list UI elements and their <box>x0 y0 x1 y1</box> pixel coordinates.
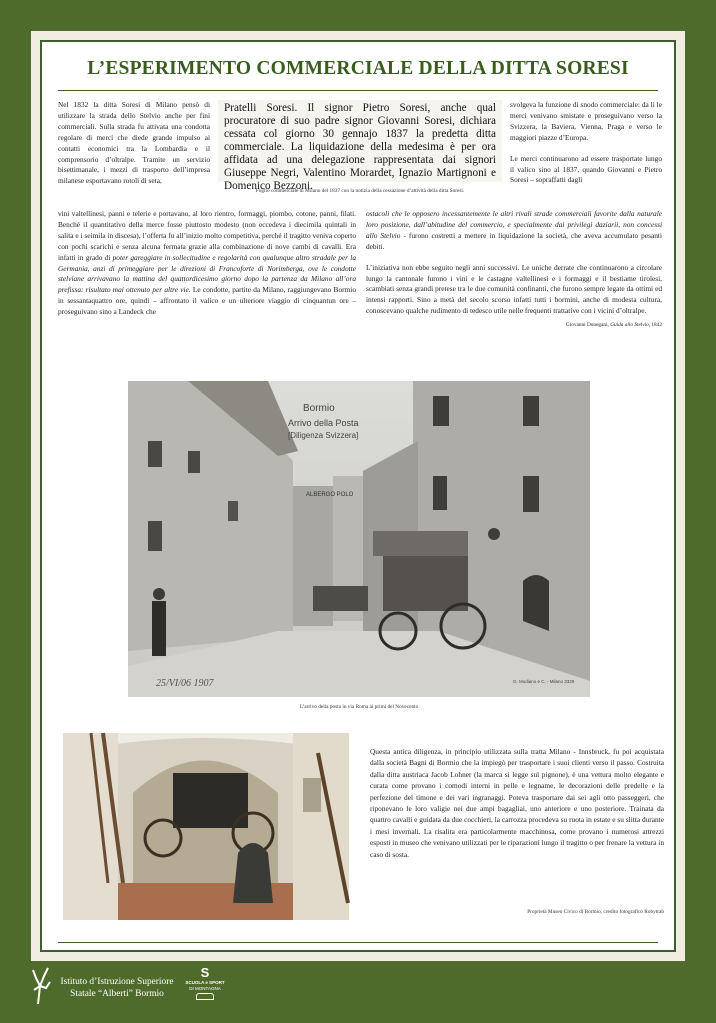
citation-author: Giovanni Donegani, <box>565 322 609 329</box>
postcard-caption: L’arrivo della posta in via Roma ai primi del Novecento <box>299 704 419 710</box>
postcard-line2: [Diligenza Svizzera] <box>288 431 359 440</box>
mountain-icon <box>196 993 214 1000</box>
intro-paragraph: Nel 1832 la ditta Soresi di Milano pensò di utilizzare la strada dello Stelvio anche per fini commerciali. Sulla strada fu attivata una condotta regolare di merci che diede grande impulso ai contatti economici tra la Lombardia e il comprensorio d’oltralpe. Tramite un servizio bisettimanale, i mezzi di trasporto dell’impresa milanese esportavano rotoli di seta, <box>58 100 210 186</box>
logo-text-bottom: DI MONTAGNA <box>189 985 221 991</box>
museum-illustration <box>63 733 349 920</box>
col3-quote-tail: - furono costretti a mettere in liquidazione la società, che aveva accumulato pesanti debiti. <box>366 230 662 251</box>
postcard-illustration <box>128 381 590 697</box>
logo-word-sport: SPORT <box>209 980 225 985</box>
ibex-logo-icon <box>30 966 52 1006</box>
poster <box>31 31 685 961</box>
intro-text-wide <box>58 209 356 318</box>
clipping-caption: Foglio commerciale di Milano del 1837 con la notizia della cessazione d’attività della ditta Soresi. <box>255 188 465 194</box>
poster-panel <box>40 40 676 952</box>
intro-wide-quote: poter gareggiare in sollecitudine e regolarità con qualunque altro stradale per la Germania, anzi di primeggiare per le direzioni di Francoforte di Norimberga, ove le condotte stelviane arrivavano la mattina del quattordicesimo giorno dopo la partenza da Milano all’ora prefissa: risultato mai ottenuto per altre vie. <box>58 252 356 295</box>
logo-word-scuola: SCUOLA <box>185 980 205 985</box>
school-name <box>57 976 177 1000</box>
museum-photo <box>63 733 349 920</box>
bottom-divider <box>58 942 658 943</box>
intro-text-col1 <box>58 100 210 187</box>
school-name-line2: Statale “Alberti” Bormio <box>70 989 164 999</box>
col3-paragraph-1: svolgeva la funzione di snodo commerciale: da lì le merci venivano smistate e proseguivano verso la Svizzera, la Baviera, Vienna, Praga e verso le maggiori piazze d’Europa. <box>510 100 662 142</box>
postcard-photo <box>128 381 590 697</box>
citation <box>366 320 662 331</box>
page-title: L’ESPERIMENTO COMMERCIALE DELLA DITTA SORESI <box>87 58 629 79</box>
logo-mark-icon: S <box>200 965 210 980</box>
col3-quote: ostacoli che le opposero incessantemente le altri rivali strade commerciali favorite dalla naturale loro posizione, dall’abitudine del commercio, e specialmente dai privilegi daziarii, non concessi allo Stelvio <box>366 209 662 240</box>
intro-wide-b: Le condotte, partite da Milano, raggiungevano Bormio in sessantaquattro ore, quindi – affrontato il valico e un ulteriore viaggio di cinquantun ore – proseguivano sino a Landeck che <box>58 285 356 317</box>
title-divider <box>58 90 658 91</box>
postcard-sign: ALBERGO POLO <box>306 492 354 498</box>
text-col3-top <box>510 100 662 186</box>
postcard-publisher: G. Modiano e C. - Milano 3329 <box>513 679 575 684</box>
school-name-line1: Istituto d’Istruzione Superiore <box>60 977 174 987</box>
postcard-line1: Arrivo della Posta <box>288 418 359 428</box>
citation-work: Guida allo Stelvio, <box>610 322 651 329</box>
scuola-sport-logo <box>183 966 227 1000</box>
citation-year: 1842 <box>651 322 662 329</box>
col3-paragraph-3: L’iniziativa non ebbe seguito negli anni successivi. Le uniche derrate che continuarono a circolare lungo la cantonale furono i vini e le castagne valtellinesi e i formaggi e il bestiame tirolesi, scambiati senza grandi pretese tra le due comunità confinanti, che furono sempre legate da ottimi ed intensi rapporti. Sino a metà del secolo scorso infatti tutti i bormini, anche di modesta cultura, conoscevano qualche rudimento di tedesco utile nelle frequenti trattative con i vicini d’oltralpe. <box>366 262 662 316</box>
postcard-town: Bormio <box>303 403 335 414</box>
clipping-text: Pratelli Soresi. Il signor Pietro Soresi, anche qual procuratore di suo padre signor Giovanni Soresi, dichiara cessata col giorno 30 gennajo 1837 la predetta ditta commerciale. La liquidazione della medesima è per ora affidata ad una delegazione rappresentata dai signori Giuseppe Negri, Valentino Morardet, Ignazio Martignoni e Domenico Bezzoni. <box>224 102 496 192</box>
text-col3-wide <box>366 209 662 331</box>
museum-credit: Proprietà Museo Civico di Bormio, credito fotografico Robytrab <box>527 909 664 915</box>
logo-text-top: SCUOLA e SPORT <box>185 980 225 985</box>
intro-wide-a: vini valtellinesi, panni e telerie e portavano, al loro rientro, formaggi, piombo, cotone, panni, filati. Benché il quantitativo della merce fosse piuttosto modesto (non eccedeva i diecimila quintali in salita e i seimila in discesa), l’offerta fu all’inizio molto competitiva, perché il tragitto veniva coperto con pochi scarichi e senza alcuna fermata grazie alla combinazione di nove cambi di cavalli. Era infatti in grado di <box>58 209 356 262</box>
postcard-handwriting: 25/VI/06 1907 <box>156 678 214 689</box>
museum-paragraph: Questa antica diligenza, in principio utilizzata sulla tratta Milano - Innsbruck, fu poi acquistata dalla società Bagni di Bormio che la impiegò per trasportare i suoi clienti verso il passo. Costruita dalla ditta austriaca Jacob Lohner (la marca si legge sul pignone), è una vettura molto elegante e curata come provano i comodi interni in pelle e legname, le decorazioni delle predelle e la perfezione del timone e dei vari ingranaggi. Poteva trasportare dai sei agli otto passeggeri, che riponevano le loro valigie nei due ampi bagagliai, uno anteriore e uno posteriore. Trainata da quattro cavalli e guidata da due cocchieri, la carrozza procedeva su ruota in estate e su slitta durante i mesi invernali. La risalita era particolarmente macchinosa, come provano i numerosi attrezzi esposti in museo che venivano utilizzati per le riparazioni lungo il tragitto o per frenare la vettura in caso di sosta. <box>370 747 664 859</box>
museum-text <box>370 746 664 860</box>
col3-paragraph-2: Le merci continuarono ad essere trasportate lungo il valico sino al 1837, quando Giovanni e Pietro Soresi – sopraffatti dagli <box>510 153 662 185</box>
